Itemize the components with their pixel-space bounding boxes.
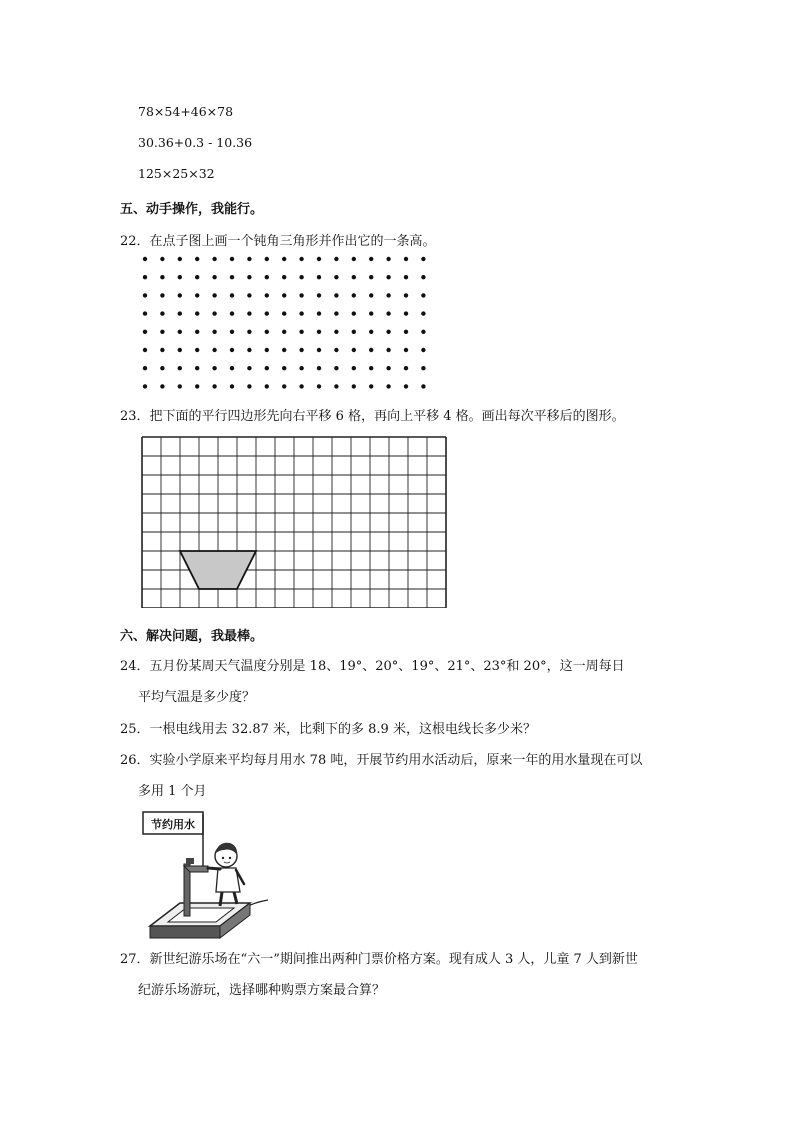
- grid-dot[interactable]: [334, 311, 338, 315]
- grid-dot[interactable]: [195, 384, 199, 388]
- grid-dot[interactable]: [421, 348, 425, 352]
- question-24-continued: 平均气温是多少度？: [138, 690, 256, 705]
- grid-dot[interactable]: [265, 330, 269, 334]
- grid-dot[interactable]: [386, 330, 390, 334]
- grid-dot[interactable]: [247, 293, 251, 297]
- grid-dot[interactable]: [386, 384, 390, 388]
- grid-dot[interactable]: [334, 275, 338, 279]
- grid-dot[interactable]: [212, 311, 216, 315]
- grid-dot[interactable]: [352, 257, 356, 261]
- grid-dot[interactable]: [369, 384, 373, 388]
- grid-dot[interactable]: [230, 330, 234, 334]
- calc-line-3: 125×25×32: [138, 166, 215, 181]
- section-5-heading: 五、动手操作，我能行。: [120, 202, 264, 217]
- grid-dot[interactable]: [421, 257, 425, 261]
- grid-dot[interactable]: [369, 257, 373, 261]
- grid-dot[interactable]: [265, 275, 269, 279]
- grid-dot[interactable]: [299, 384, 303, 388]
- grid-dot[interactable]: [299, 348, 303, 352]
- tap-handle-icon: [186, 858, 194, 864]
- grid-dot[interactable]: [317, 293, 321, 297]
- question-25: 25．一根电线用去 32.87 米，比剩下的多 8.9 米，这根电线长多少米？: [120, 722, 536, 737]
- child-arm: [208, 868, 220, 869]
- grid-dot[interactable]: [230, 311, 234, 315]
- grid-dot[interactable]: [299, 366, 303, 370]
- grid-dot[interactable]: [317, 311, 321, 315]
- grid-dot[interactable]: [143, 257, 147, 261]
- grid-dot[interactable]: [265, 348, 269, 352]
- grid-dot[interactable]: [404, 330, 408, 334]
- grid-dot[interactable]: [195, 293, 199, 297]
- grid-dot[interactable]: [212, 257, 216, 261]
- grid-dot[interactable]: [178, 257, 182, 261]
- grid-dot[interactable]: [282, 311, 286, 315]
- grid-dot[interactable]: [421, 330, 425, 334]
- grid-dot[interactable]: [299, 293, 303, 297]
- grid-dot[interactable]: [299, 330, 303, 334]
- grid-dot[interactable]: [386, 257, 390, 261]
- grid-dot[interactable]: [265, 366, 269, 370]
- grid-dot[interactable]: [369, 311, 373, 315]
- grid-dot[interactable]: [247, 330, 251, 334]
- grid-dot[interactable]: [178, 330, 182, 334]
- grid-dot[interactable]: [352, 366, 356, 370]
- calc-line-1: 78×54+46×78: [138, 104, 234, 119]
- grid-dot[interactable]: [160, 257, 164, 261]
- grid-dot[interactable]: [334, 330, 338, 334]
- grid-dot[interactable]: [317, 275, 321, 279]
- grid-dot[interactable]: [265, 311, 269, 315]
- grid-dot[interactable]: [282, 384, 286, 388]
- grid-dot[interactable]: [282, 275, 286, 279]
- square-grid[interactable]: [141, 436, 451, 608]
- dot-grid[interactable]: [140, 254, 430, 396]
- grid-dot[interactable]: [247, 311, 251, 315]
- grid-dot[interactable]: [386, 293, 390, 297]
- grid-dot[interactable]: [404, 275, 408, 279]
- grid-dot[interactable]: [369, 275, 373, 279]
- grid-dot[interactable]: [195, 311, 199, 315]
- grid-dot[interactable]: [265, 257, 269, 261]
- grid-dot[interactable]: [317, 257, 321, 261]
- grid-dot[interactable]: [352, 293, 356, 297]
- grid-dot[interactable]: [404, 366, 408, 370]
- grid-dot[interactable]: [143, 384, 147, 388]
- question-23: 23．把下面的平行四边形先向右平移 6 格，再向上平移 4 格。画出每次平移后的图形。: [120, 409, 625, 424]
- grid-dot[interactable]: [386, 311, 390, 315]
- grid-dot[interactable]: [334, 384, 338, 388]
- grid-dot[interactable]: [247, 257, 251, 261]
- grid-dot[interactable]: [421, 293, 425, 297]
- grid-dot[interactable]: [352, 384, 356, 388]
- grid-dot[interactable]: [369, 330, 373, 334]
- grid-dot[interactable]: [178, 293, 182, 297]
- grid-dot[interactable]: [352, 275, 356, 279]
- grid-dot[interactable]: [282, 366, 286, 370]
- grid-dot[interactable]: [317, 384, 321, 388]
- grid-dot[interactable]: [178, 348, 182, 352]
- grid-dot[interactable]: [178, 311, 182, 315]
- grid-dot[interactable]: [212, 366, 216, 370]
- grid-dot[interactable]: [160, 311, 164, 315]
- grid-dot[interactable]: [352, 330, 356, 334]
- grid-dot[interactable]: [317, 348, 321, 352]
- question-24: 24．五月份某周天气温度分别是 18、19°、20°、19°、21°、23°和 20°，这一周每日: [120, 659, 625, 674]
- question-27: 27．新世纪游乐场在“六一”期间推出两种门票价格方案。现有成人 3 人，儿童 7 人到新世: [120, 952, 638, 967]
- grid-dot[interactable]: [421, 311, 425, 315]
- parallelogram-shape[interactable]: [180, 551, 256, 589]
- grid-dot[interactable]: [317, 366, 321, 370]
- grid-dot[interactable]: [421, 275, 425, 279]
- grid-dot[interactable]: [265, 293, 269, 297]
- grid-dot[interactable]: [143, 275, 147, 279]
- grid-dot[interactable]: [299, 257, 303, 261]
- grid-dot[interactable]: [143, 348, 147, 352]
- grid-dot[interactable]: [404, 384, 408, 388]
- grid-dot[interactable]: [212, 275, 216, 279]
- grid-dot[interactable]: [160, 366, 164, 370]
- grid-dot[interactable]: [230, 366, 234, 370]
- grid-dot[interactable]: [282, 257, 286, 261]
- grid-dot[interactable]: [143, 366, 147, 370]
- grid-dot[interactable]: [369, 293, 373, 297]
- grid-dot[interactable]: [230, 384, 234, 388]
- grid-dot[interactable]: [404, 257, 408, 261]
- grid-dot[interactable]: [247, 384, 251, 388]
- grid-dot[interactable]: [386, 348, 390, 352]
- question-27-continued: 纪游乐场游玩，选择哪种购票方案最合算？: [138, 983, 386, 998]
- grid-dot[interactable]: [160, 384, 164, 388]
- grid-dot[interactable]: [282, 293, 286, 297]
- grid-dot[interactable]: [369, 366, 373, 370]
- grid-dot[interactable]: [195, 348, 199, 352]
- grid-dot[interactable]: [212, 384, 216, 388]
- basin-front: [150, 926, 220, 938]
- grid-dot[interactable]: [247, 275, 251, 279]
- grid-dot[interactable]: [143, 330, 147, 334]
- grid-dot[interactable]: [352, 311, 356, 315]
- grid-dot[interactable]: [230, 275, 234, 279]
- grid-dot[interactable]: [299, 311, 303, 315]
- grid-dot[interactable]: [404, 348, 408, 352]
- sign-text: 节约用水: [151, 818, 195, 831]
- grid-dot[interactable]: [212, 348, 216, 352]
- grid-dot[interactable]: [299, 275, 303, 279]
- grid-dot[interactable]: [178, 384, 182, 388]
- grid-dot[interactable]: [265, 384, 269, 388]
- question-26: 26．实验小学原来平均每月用水 78 吨，开展节约用水活动后，原来一年的用水量现在可以: [120, 753, 643, 768]
- grid-dot[interactable]: [212, 330, 216, 334]
- grid-dot[interactable]: [421, 384, 425, 388]
- grid-dot[interactable]: [195, 257, 199, 261]
- grid-dot[interactable]: [334, 366, 338, 370]
- section-6-heading: 六、解决问题，我最棒。: [120, 629, 264, 644]
- grid-dot[interactable]: [334, 293, 338, 297]
- grid-dot[interactable]: [334, 257, 338, 261]
- grid-dot[interactable]: [230, 293, 234, 297]
- question-22: 22．在点子图上画一个钝角三角形并作出它的一条高。: [120, 234, 436, 249]
- grid-dot[interactable]: [143, 293, 147, 297]
- water-saving-illustration: [140, 808, 270, 956]
- grid-dot[interactable]: [160, 275, 164, 279]
- grid-dot[interactable]: [160, 348, 164, 352]
- grid-dot[interactable]: [247, 348, 251, 352]
- grid-dot[interactable]: [404, 293, 408, 297]
- grid-dot[interactable]: [334, 348, 338, 352]
- grid-dot[interactable]: [386, 275, 390, 279]
- grid-dot[interactable]: [404, 311, 408, 315]
- question-26-continued: 多用 1 个月: [138, 784, 207, 799]
- grid-dot[interactable]: [195, 275, 199, 279]
- grid-dot[interactable]: [160, 330, 164, 334]
- grid-dot[interactable]: [282, 330, 286, 334]
- grid-dot[interactable]: [195, 366, 199, 370]
- grid-dot[interactable]: [212, 293, 216, 297]
- grid-dot[interactable]: [230, 348, 234, 352]
- grid-dot[interactable]: [230, 257, 234, 261]
- grid-dot[interactable]: [160, 293, 164, 297]
- grid-dot[interactable]: [178, 275, 182, 279]
- grid-dot[interactable]: [143, 311, 147, 315]
- grid-dot[interactable]: [178, 366, 182, 370]
- grid-dot[interactable]: [369, 348, 373, 352]
- grid-dot[interactable]: [195, 330, 199, 334]
- grid-dot[interactable]: [282, 348, 286, 352]
- grid-dot[interactable]: [421, 366, 425, 370]
- calc-line-2: 30.36+0.3 - 10.36: [138, 135, 253, 150]
- grid-dot[interactable]: [352, 348, 356, 352]
- grid-dot[interactable]: [386, 366, 390, 370]
- grid-dot[interactable]: [317, 330, 321, 334]
- grid-dot[interactable]: [247, 366, 251, 370]
